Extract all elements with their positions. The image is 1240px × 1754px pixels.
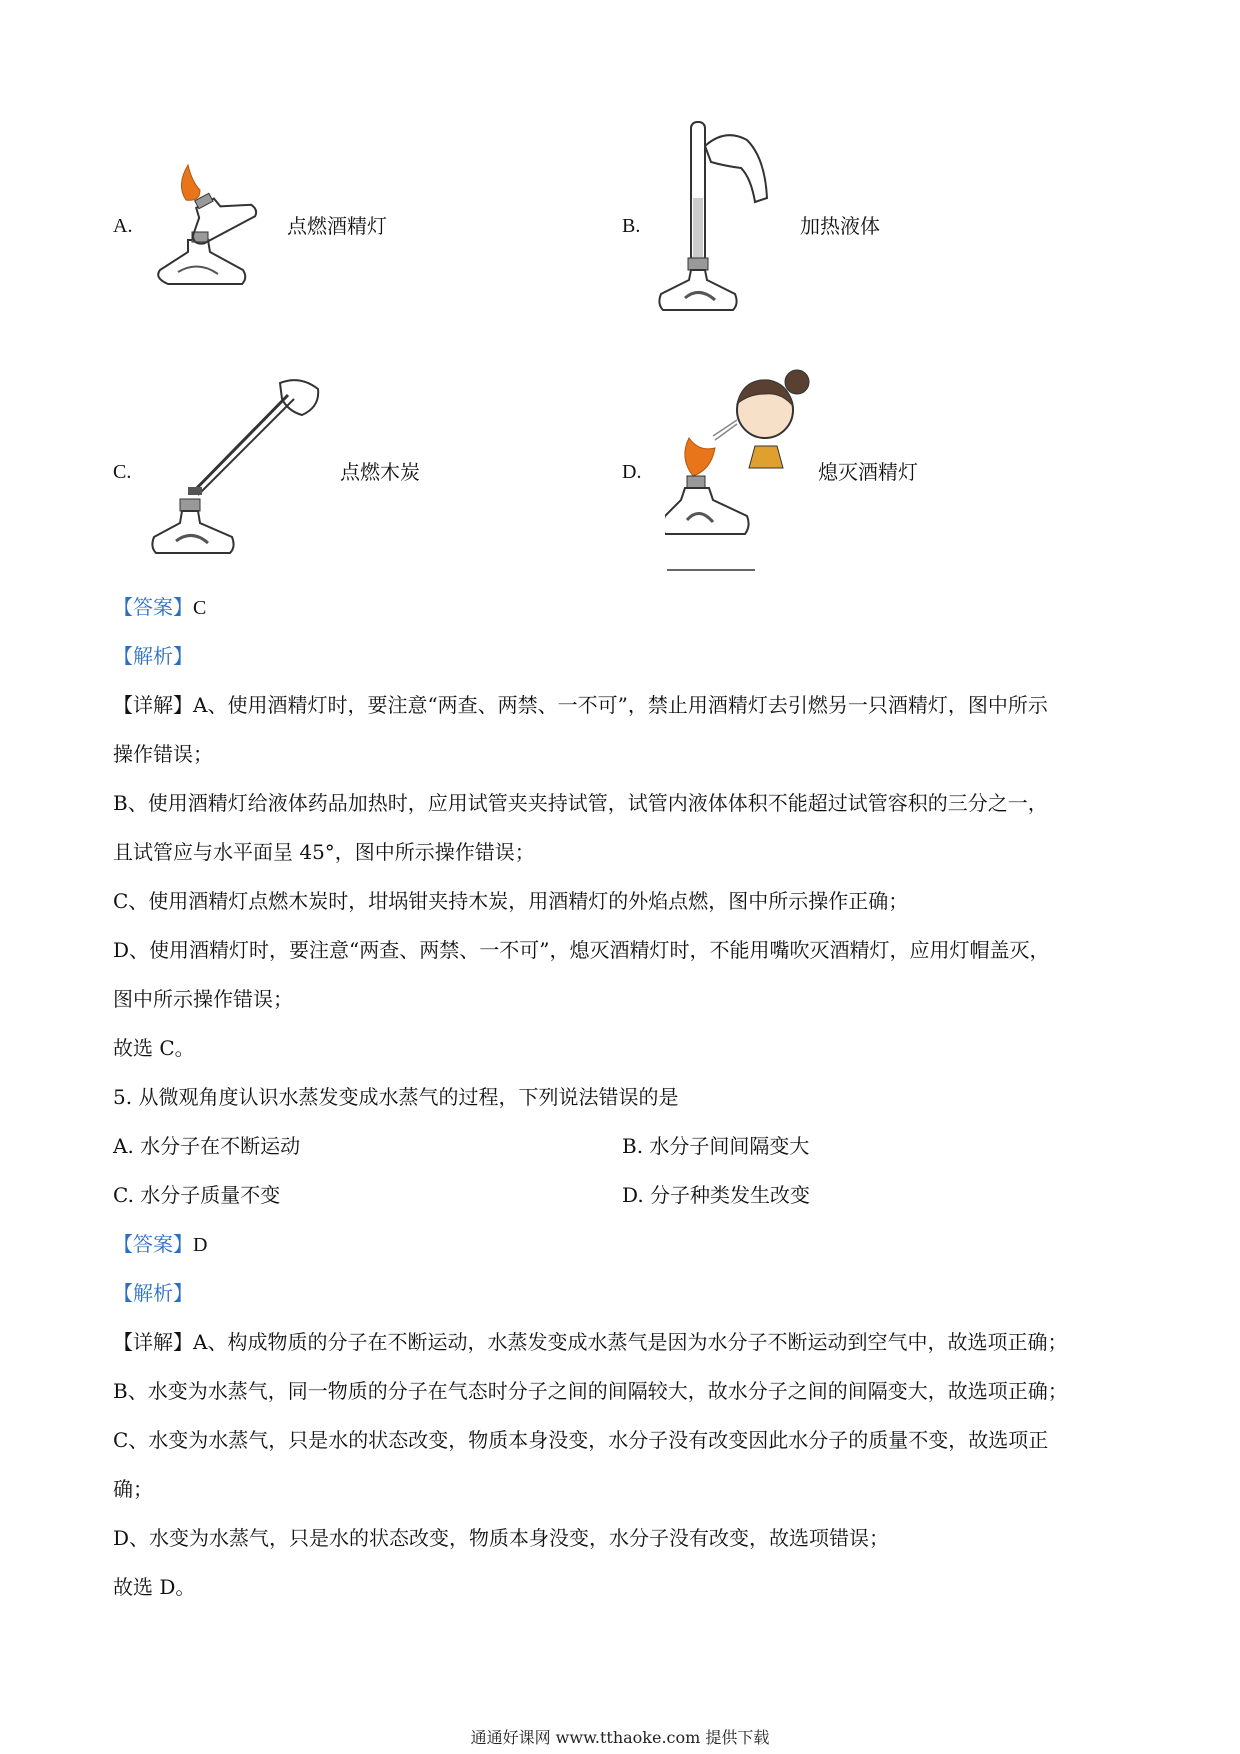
q5-option-a: A. 水分子在不断运动 [113, 1134, 301, 1158]
q5-detail-line-2: B、水变为水蒸气，同一物质的分子在气态时分子之间的间隔较大，故水分子之间的间隔变大，故选项正确； [113, 1379, 1068, 1403]
q5-analysis-tag: 【解析】 [113, 1281, 193, 1305]
lighting-charcoal-figure [150, 375, 330, 575]
q4-answer-line [113, 594, 206, 621]
option-a-caption: 点燃酒精灯 [287, 214, 387, 238]
q5-answer: D [193, 1234, 208, 1256]
q4-answer-tag: 【答案】 [113, 595, 193, 619]
q5-stem: 5. 从微观角度认识水蒸发变成水蒸气的过程，下列说法错误的是 [113, 1085, 679, 1109]
q5-answer-tag: 【答案】 [113, 1232, 193, 1256]
option-b-caption: 加热液体 [800, 214, 880, 238]
q5-conclusion: 故选 D。 [113, 1575, 196, 1599]
q5-option-c: C. 水分子质量不变 [113, 1183, 281, 1207]
q5-detail-line-1 [113, 1329, 1067, 1355]
q5-detail-line-4: 确； [113, 1477, 153, 1501]
q4-detail-line-1 [113, 692, 1048, 718]
q5-answer-line [113, 1231, 207, 1258]
q5-option-d: D. 分子种类发生改变 [622, 1183, 811, 1207]
q5-detail-line-5: D、水变为水蒸气，只是水的状态改变，物质本身没变，水分子没有改变，故选项错误； [113, 1526, 890, 1550]
q4-detail-line-3: B、使用酒精灯给液体药品加热时，应用试管夹夹持试管，试管内液体体积不能超过试管容积的三分之一， [113, 791, 1048, 815]
blowing-out-lamp-figure [665, 358, 815, 573]
q4-detail-tag: 【详解】 [113, 693, 193, 717]
q4-detail-line-7: 图中所示操作错误； [113, 987, 293, 1011]
footer-source: 通通好课网 www.tthaoke.com 提供下载 [470, 1728, 770, 1747]
option-d-letter: D. [622, 461, 642, 483]
option-d-caption: 熄灭酒精灯 [818, 460, 918, 484]
q4-detail-line-4: 且试管应与水平面呈 45°，图中所示操作错误； [113, 840, 535, 864]
q5-detail-text-1: A、构成物质的分子在不断运动，水蒸发变成水蒸气是因为水分子不断运动到空气中，故选项正确； [193, 1330, 1068, 1354]
option-b-letter: B. [622, 215, 641, 237]
q4-detail-line-6: D、使用酒精灯时，要注意“两查、两禁、一不可”，熄灭酒精灯时，不能用嘴吹灭酒精灯，应用灯帽盖灭， [113, 938, 1050, 962]
option-c-caption: 点燃木炭 [340, 460, 420, 484]
heating-liquid-figure [655, 118, 775, 333]
option-a-letter: A. [113, 215, 133, 237]
q4-detail-line-2: 操作错误； [113, 742, 213, 766]
q4-analysis-tag: 【解析】 [113, 644, 193, 668]
q4-detail-text-1: A、使用酒精灯时，要注意“两查、两禁、一不可”，禁止用酒精灯去引燃另一只酒精灯，图中所示 [193, 693, 1048, 717]
q5-detail-tag: 【详解】 [113, 1330, 193, 1354]
q5-detail-line-3: C、水变为水蒸气，只是水的状态改变，物质本身没变，水分子没有改变因此水分子的质量不变，故选项正 [113, 1428, 1049, 1452]
option-c-letter: C. [113, 461, 132, 483]
lighting-lamp-with-lamp-figure [148, 160, 278, 300]
q4-answer: C [193, 597, 207, 619]
q4-conclusion: 故选 C。 [113, 1036, 195, 1060]
q5-option-b: B. 水分子间间隔变大 [622, 1134, 810, 1158]
q4-detail-line-5: C、使用酒精灯点燃木炭时，坩埚钳夹持木炭，用酒精灯的外焰点燃，图中所示操作正确； [113, 889, 909, 913]
